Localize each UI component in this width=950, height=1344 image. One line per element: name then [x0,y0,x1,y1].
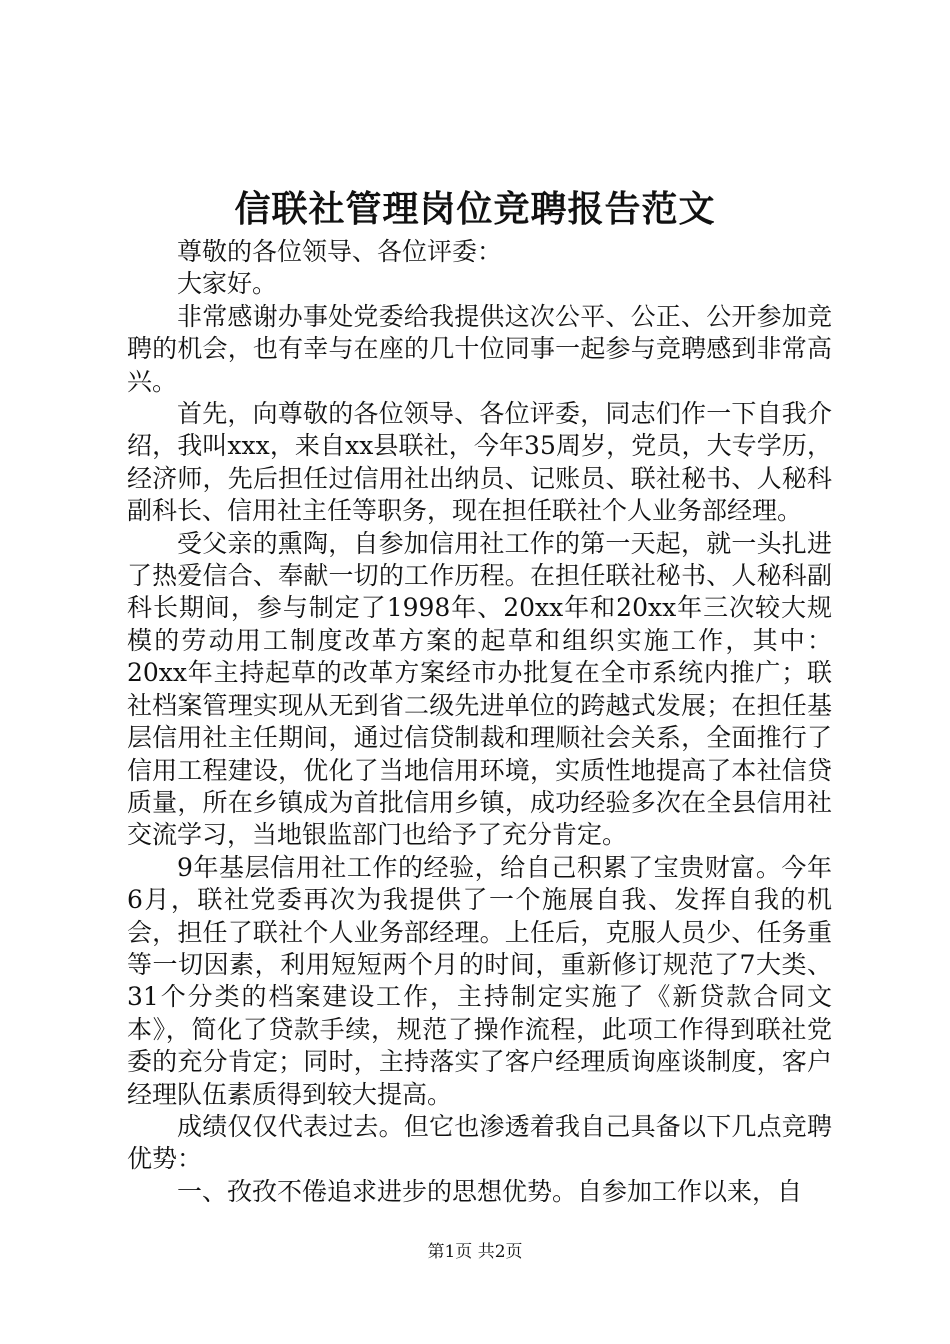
paragraph-experience: 受父亲的熏陶，自参加信用社工作的第一天起，就一头扎进了热爱信合、奉献一切的工作历程。在担任联社秘书、人秘科副科长期间，参与制定了1998年、20xx年和20xx年三次较大规模的劳动用工制度改革方案的起草和组织实施工作，其中：20xx年主持起草的改革方案经市办批复在全市系统内推广；联社档案管理实现从无到省二级先进单位的跨越式发展；在担任基层信用社主任期间，通过信贷制裁和理顺社会关系，全面推行了信用工程建设，优化了当地信用环境，实质性地提高了本社信贷质量，所在乡镇成为首批信用乡镇，成功经验多次在全县信用社交流学习，当地银监部门也给予了充分肯定。 [127,528,832,850]
paragraph-thanks: 非常感谢办事处党委给我提供这次公平、公正、公开参加竞聘的机会，也有幸与在座的几十位同事一起参与竞聘感到非常高兴。 [127,301,832,396]
paragraph-advantage-one: 一、孜孜不倦追求进步的思想优势。自参加工作以来，自 [177,1176,803,1206]
paragraph-advantages-intro: 成绩仅仅代表过去。但它也渗透着我自己具备以下几点竞聘优势： [127,1111,832,1174]
page-footer: 第1页 共2页 [427,1242,523,1262]
salutation: 尊敬的各位领导、各位评委： [177,237,503,266]
greeting: 大家好。 [177,269,278,299]
paragraph-introduction: 首先，向尊敬的各位领导、各位评委，同志们作一下自我介绍，我叫xxx，来自xx县联社，今年35周岁，党员，大专学历，经济师，先后担任过信用社出纳员、记账员、联社秘书、人秘科副科长、信用社主任等职务，现在担任联社个人业务部经理。 [127,399,832,526]
paragraph-achievements: 9年基层信用社工作的经验，给自己积累了宝贵财富。今年6月，联社党委再次为我提供了一个施展自我、发挥自我的机会，担任了联社个人业务部经理。上任后，克服人员少、任务重等一切因素，利用短短两个月的时间，重新修订规范了7大类、31个分类的档案建设工作，主持制定实施了《新贷款合同文本》，简化了贷款手续，规范了操作流程，此项工作得到联社党委的充分肯定；同时，主持落实了客户经理质询座谈制度，客户经理队伍素质得到较大提高。 [127,852,832,1109]
document-body [127,236,832,1208]
document-title: 信联社管理岗位竞聘报告范文 [234,188,716,230]
